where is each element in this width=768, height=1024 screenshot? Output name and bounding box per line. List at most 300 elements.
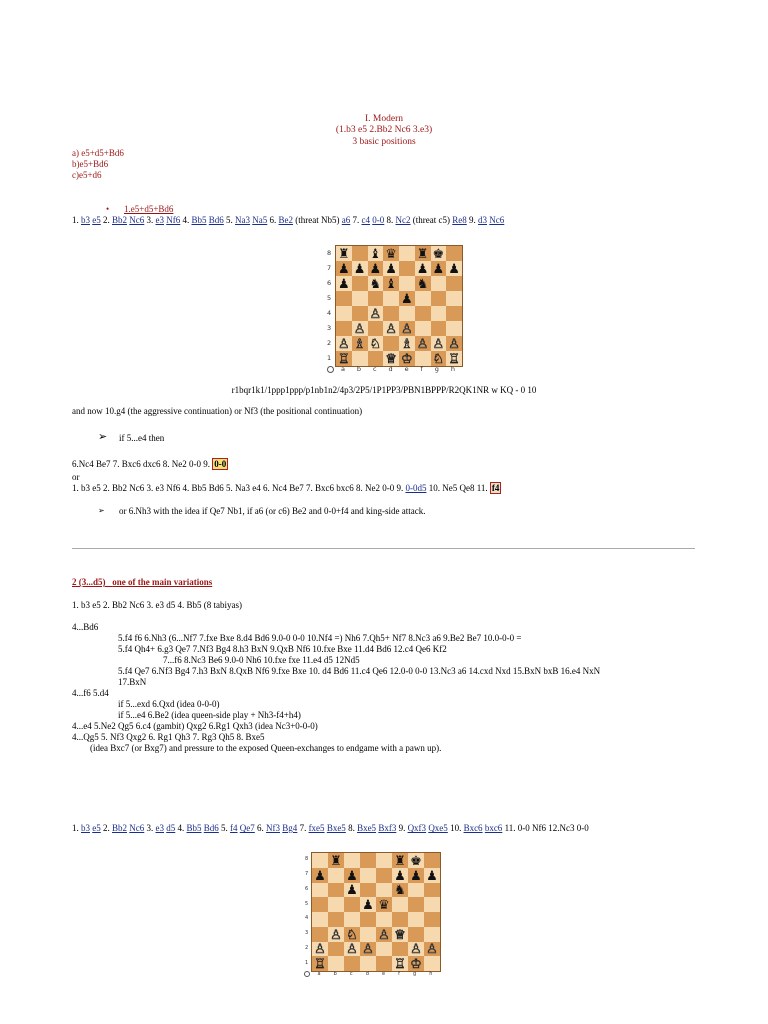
- board-square: [376, 868, 392, 883]
- move-link[interactable]: Bd6: [208, 215, 224, 225]
- toc-item-c: c)e5+d6: [72, 170, 102, 180]
- board-square: [360, 912, 376, 927]
- board-square: [399, 246, 415, 261]
- note-line: 7...f6 8.Nc3 Be6 9.0-0 Nh6 10.fxe fxe 11.e4 d5 12Nd5: [163, 655, 360, 665]
- chess-piece-icon: ♙: [426, 941, 438, 957]
- move-link[interactable]: e3: [155, 823, 165, 833]
- board-square: [360, 868, 376, 883]
- board-square: [312, 956, 328, 971]
- note-line: 5.f4 Qh4+ 6.g3 Qe7 7.Nf3 Bg4 8.h3 BxN 9.QxB Nf6 10.fxe Bxe 11.d4 Bd6 12.c4 Qe6 Kf2: [118, 644, 447, 654]
- board-square: [344, 927, 360, 942]
- board-square: [368, 351, 384, 366]
- move-link[interactable]: Bxe5: [357, 823, 377, 833]
- note-line: 5.f4 f6 6.Nh3 (6...Nf7 7.fxe Bxe 8.d4 Bd6 9.0-0 0-0 10.Nf4 =) Nh6 7.Qh5+ Nf7 8.Nc3 a6 9.Be2 Be7 10.0-0-0 =: [118, 633, 522, 643]
- chess-piece-icon: ♘: [369, 336, 382, 351]
- board-square: [431, 321, 447, 336]
- chess-piece-icon: ♟: [338, 276, 350, 291]
- chess-piece-icon: ♕: [394, 926, 406, 942]
- move-link[interactable]: fxe5: [308, 823, 325, 833]
- board-square: [399, 276, 415, 291]
- board-square: [399, 351, 415, 366]
- board-square: [383, 291, 399, 306]
- move-link[interactable]: f4: [230, 823, 238, 833]
- move-link[interactable]: d5: [166, 823, 176, 833]
- chess-piece-icon: ♟: [362, 897, 374, 913]
- move-link[interactable]: Na5: [252, 215, 268, 225]
- move-link[interactable]: d3: [478, 215, 488, 225]
- section2-number: 2 (3...d5): [72, 577, 106, 587]
- move-link[interactable]: Na3: [235, 215, 251, 225]
- move-link[interactable]: Bb2: [112, 215, 128, 225]
- board-square: [352, 246, 368, 261]
- board-square: [312, 868, 328, 883]
- move-text: 9.: [396, 823, 408, 833]
- move-text: 7.: [350, 215, 362, 225]
- move-link[interactable]: Bb5: [191, 215, 207, 225]
- move-text: 4.: [175, 823, 187, 833]
- chess-piece-icon: ♚: [410, 852, 422, 868]
- variation-nh3: or 6.Nh3 with the idea if Qe7 Nb1, if a6 (or c6) Be2 and 0-0+f4 and king-side attack.: [119, 506, 426, 516]
- file-label: d: [365, 971, 369, 977]
- chess-piece-icon: ♟: [385, 261, 397, 276]
- board-square: [344, 853, 360, 868]
- rank-label: 4: [327, 308, 332, 317]
- board-square: [336, 336, 352, 351]
- move-text: 1.: [72, 823, 81, 833]
- file-label: b: [356, 365, 362, 373]
- board-square: [392, 883, 408, 898]
- note-line: if 5...e4 6.Be2 (idea queen-side play + Nh3-f4+h4): [118, 710, 301, 720]
- board-square: [344, 883, 360, 898]
- chess-piece-icon: ♞: [416, 276, 429, 291]
- board-square: [352, 276, 368, 291]
- file-label: b: [333, 971, 337, 977]
- board-square: [446, 261, 462, 276]
- board-square: [376, 942, 392, 957]
- move-link[interactable]: 0-0: [372, 215, 385, 225]
- line-2-text: 1. b3 e5 2. Bb2 Nc6 3. e3 Nf6 4. Bb5 Bd6 5. Na3 e4 6. Nc4 Be7 7. Bxc6 bxc6 8. Ne2 0-0 9.: [72, 483, 406, 493]
- note-line: 4...Qg5 5. Nf3 Qxg2 6. Rg1 Qh3 7. Rg3 Qh5 8. Bxe5: [72, 732, 265, 742]
- move-link[interactable]: bxc6: [484, 823, 503, 833]
- move-text: 11. 0-0 Nf6 12.Nc3 0-0: [502, 823, 589, 833]
- move-text: 6.: [267, 215, 279, 225]
- chess-piece-icon: ♟: [401, 291, 413, 306]
- board-square: [312, 942, 328, 957]
- board-square: [376, 853, 392, 868]
- rank-label: 2: [305, 944, 309, 951]
- board-square: [328, 853, 344, 868]
- rank-label: 2: [327, 338, 332, 347]
- chess-piece-icon: ♛: [385, 246, 397, 261]
- chess-piece-icon: ♔: [401, 351, 413, 366]
- board-square: [424, 897, 440, 912]
- chess-piece-icon: ♛: [378, 897, 390, 913]
- board-square: [408, 956, 424, 971]
- move-text: 2.: [100, 823, 112, 833]
- file-label: g: [434, 365, 439, 373]
- board-square: [336, 246, 352, 261]
- chessboard-1: [335, 245, 463, 367]
- board-square: [312, 927, 328, 942]
- chess-piece-icon: ♔: [410, 956, 422, 972]
- section1-moves: [72, 215, 504, 225]
- move-text: 7.: [297, 823, 309, 833]
- line-2-link[interactable]: 0-0d5: [405, 483, 427, 493]
- board-square: [431, 291, 447, 306]
- chess-piece-icon: ♝: [369, 246, 382, 261]
- board-square: [399, 336, 415, 351]
- board-square: [328, 956, 344, 971]
- board-square: [415, 246, 431, 261]
- board-square: [328, 897, 344, 912]
- rank-label: 6: [305, 885, 309, 892]
- file-label: f: [398, 971, 400, 977]
- chess-piece-icon: ♟: [432, 261, 445, 276]
- chess-piece-icon: ♟: [346, 867, 358, 883]
- file-label: f: [420, 365, 423, 373]
- arrow-bullet-icon-2: ➢: [98, 506, 105, 515]
- rank-label: 1: [305, 959, 309, 966]
- chess-piece-icon: ♙: [410, 941, 422, 957]
- chess-piece-icon: ♙: [314, 941, 326, 957]
- board-square: [446, 246, 462, 261]
- chess-piece-icon: ♕: [385, 351, 397, 366]
- move-link[interactable]: b3: [81, 823, 90, 833]
- board-square: [392, 897, 408, 912]
- chess-piece-icon: ♙: [385, 321, 397, 336]
- move-link[interactable]: Nc6: [129, 823, 145, 833]
- board-square: [336, 276, 352, 291]
- move-link[interactable]: Nc6: [129, 215, 145, 225]
- chess-piece-icon: ♖: [448, 351, 460, 366]
- board-square: [415, 276, 431, 291]
- board-square: [446, 276, 462, 291]
- board-square: [383, 306, 399, 321]
- move-link[interactable]: e5: [92, 823, 101, 833]
- board-square: [336, 321, 352, 336]
- board-square: [383, 336, 399, 351]
- file-label: h: [429, 971, 433, 977]
- board-square: [431, 261, 447, 276]
- board-square: [336, 306, 352, 321]
- line-e4-boxed-move: 0-0: [214, 459, 227, 469]
- toc-item-a: a) e5+d5+Bd6: [72, 148, 124, 158]
- move-link[interactable]: Bg4: [282, 823, 298, 833]
- move-link[interactable]: c4: [361, 215, 371, 225]
- divider: [72, 548, 695, 549]
- board-square: [376, 912, 392, 927]
- note-line: (idea Bxc7 (or Bxg7) and pressure to the exposed Queen-exchanges to endgame with a pawn up).: [90, 743, 442, 753]
- rank-label: 5: [305, 900, 309, 907]
- board-square: [392, 956, 408, 971]
- note-line: 4...Bd6: [72, 622, 99, 632]
- move-link[interactable]: Qxf3: [407, 823, 427, 833]
- board-square: [399, 321, 415, 336]
- move-link[interactable]: a6: [341, 215, 351, 225]
- board-square: [312, 897, 328, 912]
- chess-piece-icon: ♖: [394, 956, 406, 972]
- chess-piece-icon: ♟: [410, 867, 422, 883]
- chess-piece-icon: ♝: [385, 276, 397, 291]
- move-text: 1.: [72, 215, 81, 225]
- board-square: [424, 942, 440, 957]
- board-square: [368, 336, 384, 351]
- board-square: [392, 942, 408, 957]
- page-title: I. Modern: [365, 114, 403, 124]
- chess-piece-icon: ♜: [330, 852, 342, 868]
- board-square: [431, 306, 447, 321]
- board-square: [383, 321, 399, 336]
- file-label: a: [340, 365, 345, 373]
- board-square: [392, 868, 408, 883]
- chess-piece-icon: ♙: [338, 336, 350, 351]
- move-link[interactable]: Bb2: [112, 823, 128, 833]
- move-link[interactable]: Nf6: [166, 215, 181, 225]
- chess-piece-icon: ♟: [416, 261, 429, 276]
- note-line: 4...f6 5.d4: [72, 688, 109, 698]
- chess-piece-icon: ♙: [346, 941, 358, 957]
- board-square: [383, 276, 399, 291]
- side-to-move-icon: [304, 971, 310, 977]
- board-square: [383, 351, 399, 366]
- board-square: [360, 853, 376, 868]
- move-link[interactable]: Bxc6: [463, 823, 483, 833]
- board-square: [424, 868, 440, 883]
- chess-piece-icon: ♙: [369, 306, 382, 321]
- move-text: 3.: [144, 823, 156, 833]
- board-square: [424, 853, 440, 868]
- board-square: [312, 853, 328, 868]
- board-square: [399, 291, 415, 306]
- board-square: [408, 927, 424, 942]
- board-square: [408, 883, 424, 898]
- board-square: [392, 912, 408, 927]
- board-square: [399, 261, 415, 276]
- move-text: 5.: [218, 823, 231, 833]
- move-link[interactable]: e5: [92, 215, 101, 225]
- move-link[interactable]: Qe7: [239, 823, 255, 833]
- rank-label: 7: [327, 263, 332, 272]
- note-line: 5.f4 Qe7 6.Nf3 Bg4 7.h3 BxN 8.QxB Nf6 9.fxe Bxe 10. d4 Bd6 11.c4 Qe6 12.0-0 0-0 13.Nc3 a6 14.cxd Nxd 15.BxN bxB 16.e4 NxN: [118, 666, 601, 676]
- move-link[interactable]: b3: [81, 215, 90, 225]
- move-link[interactable]: Bb5: [186, 823, 202, 833]
- board-square: [352, 261, 368, 276]
- board-square: [408, 942, 424, 957]
- board-square: [424, 927, 440, 942]
- chess-piece-icon: ♙: [353, 321, 366, 336]
- board-square: [383, 246, 399, 261]
- board-square: [446, 336, 462, 351]
- chess-piece-icon: ♙: [330, 926, 342, 942]
- move-link[interactable]: Bd6: [203, 823, 219, 833]
- chess-piece-icon: ♟: [394, 867, 406, 883]
- board-square: [344, 956, 360, 971]
- line-e4: [72, 459, 228, 469]
- move-link[interactable]: Nf3: [266, 823, 281, 833]
- file-label: g: [412, 971, 417, 977]
- board-square: [360, 927, 376, 942]
- line-2-boxed-move: f4: [491, 483, 500, 493]
- rank-label: 1: [327, 353, 332, 362]
- board-square: [431, 276, 447, 291]
- chess-piece-icon: ♙: [448, 336, 460, 351]
- board-square: [352, 306, 368, 321]
- move-link[interactable]: Nc6: [489, 215, 505, 225]
- board-square: [415, 336, 431, 351]
- note-line: if 5...exd 6.Qxd (idea 0-0-0): [118, 699, 220, 709]
- chess-piece-icon: ♜: [394, 852, 406, 868]
- board-square: [368, 306, 384, 321]
- board-square: [368, 321, 384, 336]
- toc-item-b: b)e5+Bd6: [72, 159, 109, 169]
- rank-label: 4: [305, 915, 309, 922]
- board-square: [392, 853, 408, 868]
- rank-label: 6: [327, 278, 332, 287]
- move-link[interactable]: Bxe5: [326, 823, 346, 833]
- board1-file-labels: [335, 365, 461, 373]
- section2-subtitle: one of the main variations: [112, 577, 213, 587]
- board-square: [446, 306, 462, 321]
- note-line: 4...e4 5.Ne2 Qg5 6.c4 (gambit) Qxg2 6.Rg1 Qxh3 (idea Nc3+0-0-0): [72, 721, 318, 731]
- move-text: 8.: [345, 823, 358, 833]
- line-2: [72, 483, 501, 493]
- board1-rank-labels: [327, 245, 335, 365]
- board-square: [344, 868, 360, 883]
- rank-label: 8: [305, 856, 309, 863]
- file-label: a: [317, 971, 321, 977]
- rank-label: 3: [327, 323, 332, 332]
- chess-piece-icon: ♚: [432, 246, 445, 261]
- board-square: [415, 261, 431, 276]
- board-square: [360, 956, 376, 971]
- file-label: c: [349, 971, 353, 977]
- board-square: [446, 291, 462, 306]
- chess-piece-icon: ♗: [353, 336, 366, 351]
- board-square: [344, 942, 360, 957]
- board-square: [360, 897, 376, 912]
- board-square: [336, 291, 352, 306]
- board-square: [328, 868, 344, 883]
- board-square: [446, 351, 462, 366]
- board-square: [376, 883, 392, 898]
- section2-title: [72, 577, 212, 587]
- move-link[interactable]: Nc2: [395, 215, 411, 225]
- move-link[interactable]: Qxe5: [428, 823, 448, 833]
- move-link[interactable]: e3: [155, 215, 165, 225]
- arrow-bullet-icon: ➢: [98, 431, 108, 443]
- board-square: [376, 927, 392, 942]
- board-square: [328, 942, 344, 957]
- move-text: 5.: [223, 215, 236, 225]
- board-square: [408, 868, 424, 883]
- line-2-post: 10. Ne5 Qe8 11.: [426, 483, 490, 493]
- board-square: [446, 321, 462, 336]
- file-label: c: [372, 365, 377, 373]
- chess-piece-icon: ♟: [448, 261, 460, 276]
- file-label: e: [404, 365, 409, 373]
- board-square: [424, 956, 440, 971]
- chess-piece-icon: ♙: [432, 336, 445, 351]
- chess-piece-icon: ♘: [432, 351, 445, 366]
- line-e4-text: 6.Nc4 Be7 7. Bxc6 dxc6 8. Ne2 0-0 9.: [72, 459, 213, 469]
- board-square: [368, 276, 384, 291]
- board-square: [336, 261, 352, 276]
- board-square: [415, 351, 431, 366]
- board-square: [360, 942, 376, 957]
- board-square: [368, 246, 384, 261]
- board-square: [352, 291, 368, 306]
- board-square: [352, 336, 368, 351]
- board-square: [328, 927, 344, 942]
- board-square: [328, 883, 344, 898]
- board-square: [415, 291, 431, 306]
- move-text: 9.: [466, 215, 479, 225]
- board-square: [415, 321, 431, 336]
- chess-piece-icon: ♟: [353, 261, 366, 276]
- chess-piece-icon: ♙: [362, 941, 374, 957]
- board-square: [408, 912, 424, 927]
- chess-piece-icon: ♟: [314, 867, 326, 883]
- chess-piece-icon: ♞: [369, 276, 382, 291]
- positions-label: 3 basic positions: [352, 137, 416, 147]
- board-square: [344, 912, 360, 927]
- board-square: [352, 321, 368, 336]
- board-square: [424, 912, 440, 927]
- file-label: d: [388, 365, 393, 373]
- chessboard-2: [311, 852, 441, 972]
- rank-label: 3: [305, 930, 309, 937]
- board-square: [376, 897, 392, 912]
- file-label: h: [450, 365, 455, 373]
- file-label: e: [381, 971, 386, 977]
- board-square: [408, 853, 424, 868]
- chess-piece-icon: ♞: [394, 882, 406, 898]
- section2-moves: [72, 823, 589, 833]
- variation-e4: if 5...e4 then: [119, 433, 165, 443]
- chess-piece-icon: ♗: [401, 336, 413, 351]
- chess-piece-icon: ♜: [338, 246, 350, 261]
- move-text: (threat Nb5): [293, 215, 342, 225]
- chess-piece-icon: ♟: [369, 261, 382, 276]
- chess-piece-icon: ♟: [338, 261, 350, 276]
- section1-title: 1.e5+d5+Bd6: [124, 204, 174, 214]
- board-square: [344, 897, 360, 912]
- move-link[interactable]: Be2: [278, 215, 294, 225]
- board-square: [312, 883, 328, 898]
- section2-line: 1. b3 e5 2. Bb2 Nc6 3. e3 d5 4. Bb5 (8 tabiyas): [72, 600, 242, 610]
- board-square: [376, 956, 392, 971]
- move-link[interactable]: Bxf3: [378, 823, 397, 833]
- board-square: [328, 912, 344, 927]
- board-square: [431, 351, 447, 366]
- fen-string: r1bqr1k1/1ppp1ppp/p1nb1n2/4p3/2P5/1P1PP3/PBN1BPPP/R2QK1NR w KQ - 0 10: [231, 385, 537, 395]
- note-line: 17.BxN: [118, 677, 147, 687]
- continuation-note: and now 10.g4 (the aggressive continuation) or Nf3 (the positional continuation): [72, 406, 363, 416]
- chess-piece-icon: ♙: [416, 336, 429, 351]
- move-link[interactable]: Re8: [452, 215, 467, 225]
- board-square: [336, 351, 352, 366]
- board-square: [352, 351, 368, 366]
- chess-piece-icon: ♙: [401, 321, 413, 336]
- move-text: 4.: [180, 215, 192, 225]
- chess-piece-icon: ♟: [346, 882, 358, 898]
- move-text: 3.: [144, 215, 156, 225]
- chess-piece-icon: ♖: [314, 956, 326, 972]
- chess-piece-icon: ♖: [338, 351, 350, 366]
- or-label: or: [72, 472, 80, 482]
- move-text: 8.: [384, 215, 396, 225]
- board-square: [399, 306, 415, 321]
